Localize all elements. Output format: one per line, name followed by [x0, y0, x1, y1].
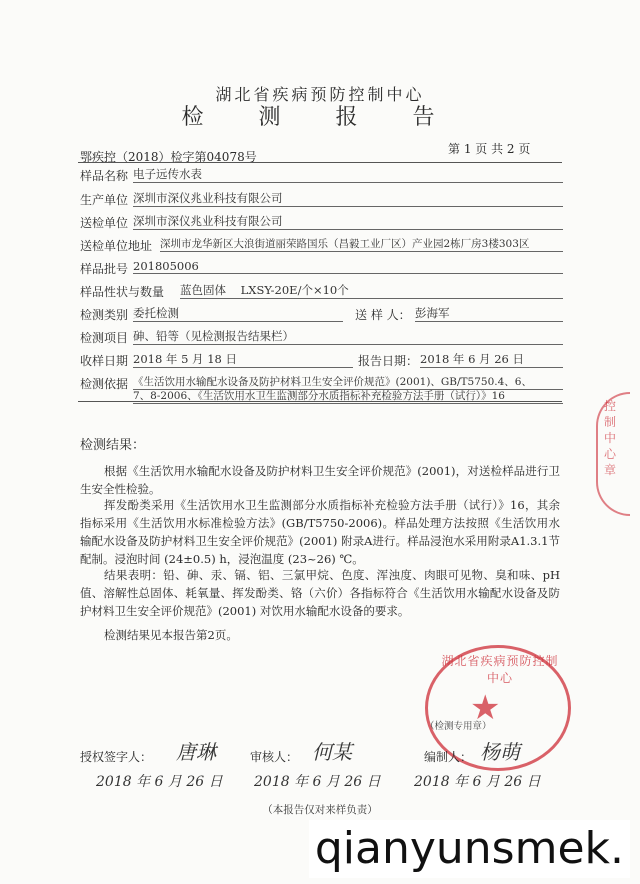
- report-date-label: 报告日期：: [358, 354, 419, 368]
- results-paragraph-2: 挥发酚类采用《生活饮用水卫生监测部分水质指标补充检验方法手册（试行）》16，其余指标采用《生活饮用水标准检验方法》(GB/T5750-2006)。样品处理方法按照《生活饮用水输配水设备及防护材料卫生安全评价规范》(2001) 附录A进行。样品浸泡水采用附录A1.3.1节配制。浸泡时间 (24±0.5) h，浸泡温度 (23~26) ℃。: [80, 498, 560, 566]
- side-stamp-text: 控制中心章: [604, 399, 617, 477]
- items-value: 砷、铅等（见检测报告结果栏）: [133, 328, 563, 345]
- manufacturer-label: 生产单位: [80, 193, 129, 207]
- batch-value: 201805006: [133, 259, 563, 274]
- report-date-value: 2018 年 6 月 26 日: [420, 351, 563, 368]
- category-value: 委托检测: [133, 305, 343, 322]
- authorized-signer-label: 授权签字人：: [80, 750, 153, 764]
- manufacturer-value: 深圳市深仪兆业科技有限公司: [133, 190, 563, 207]
- basis-label: 检测依据: [80, 377, 129, 391]
- fields-divider: [78, 401, 562, 402]
- sample-name-label: 样品名称: [80, 169, 129, 183]
- top-divider: [78, 162, 562, 163]
- preparer-label: 编制人：: [424, 750, 473, 764]
- submitter-label: 送检单位: [80, 216, 129, 230]
- received-value: 2018 年 5 月 18 日: [133, 351, 353, 368]
- watermark-text: qianyunsmek.: [309, 820, 630, 878]
- authorized-date: 2018 年 6 月 26 日: [96, 774, 223, 790]
- basis-line-1: 《生活饮用水输配水设备及防护材料卫生安全评价规范》(2001)、GB/T5750.4、6、: [133, 374, 563, 390]
- seal-star-icon: ★: [470, 688, 501, 728]
- org-name: 湖北省疾病预防控制中心: [215, 85, 425, 104]
- items-label: 检测项目: [80, 331, 129, 345]
- seal-use-label: （检测专用章）: [425, 721, 492, 732]
- page-info: 第 1 页 共 2 页: [448, 142, 531, 156]
- results-paragraph-1: 根据《生活饮用水输配水设备及防护材料卫生安全评价规范》(2001)，对送检样品进行卫生安全性检验。: [80, 464, 560, 496]
- sample-name-value: 电子远传水表: [133, 166, 563, 183]
- state-value: 蓝色固体 LXSY-20E/个×10个: [180, 282, 563, 299]
- reviewer-date: 2018 年 6 月 26 日: [254, 774, 381, 790]
- received-label: 收样日期: [80, 354, 129, 368]
- seal-text: 湖北省疾病预防控制中心: [441, 654, 559, 685]
- results-heading: 检测结果：: [80, 438, 146, 453]
- results-paragraph-4: 检测结果见本报告第2页。: [104, 628, 238, 642]
- preparer-signature: 杨萌: [480, 740, 520, 764]
- sender-label: 送 样 人：: [355, 308, 411, 322]
- submitter-value: 深圳市深仪兆业科技有限公司: [133, 213, 563, 230]
- basis-line-2: 7、8-2006、《生活饮用水卫生监测部分水质指标补充检验方法手册（试行）》16: [133, 388, 563, 404]
- address-value: 深圳市龙华新区大浪街道丽荣路国乐（昌毅工业厂区）产业园2栋厂房3楼303区: [160, 236, 563, 252]
- results-paragraph-3: 结果表明：铅、砷、汞、镉、铝、三氯甲烷、色度、浑浊度、肉眼可见物、臭和味、pH值、溶解性总固体、耗氧量、挥发酚类、铬（六价）各指标符合《生活饮用水输配水设备及防护材料卫生安全评价规范》(2001) 对饮用水输配水设备的要求。: [80, 568, 560, 618]
- preparer-date: 2018 年 6 月 26 日: [414, 774, 541, 790]
- sender-value: 彭海军: [415, 305, 563, 322]
- category-label: 检测类别: [80, 308, 129, 322]
- reviewer-signature: 何某: [312, 740, 352, 764]
- batch-label: 样品批号: [80, 262, 129, 276]
- report-number: 鄂疾控（2018）检字第04078号: [80, 150, 257, 164]
- address-label: 送检单位地址: [80, 239, 153, 253]
- state-label: 样品性状与数量: [80, 285, 165, 299]
- report-title: 检 测 报 告: [181, 105, 459, 130]
- footer-note: （本报告仅对来样负责）: [262, 804, 378, 816]
- reviewer-label: 审核人：: [250, 750, 299, 764]
- authorized-signature: 唐琳: [176, 740, 216, 764]
